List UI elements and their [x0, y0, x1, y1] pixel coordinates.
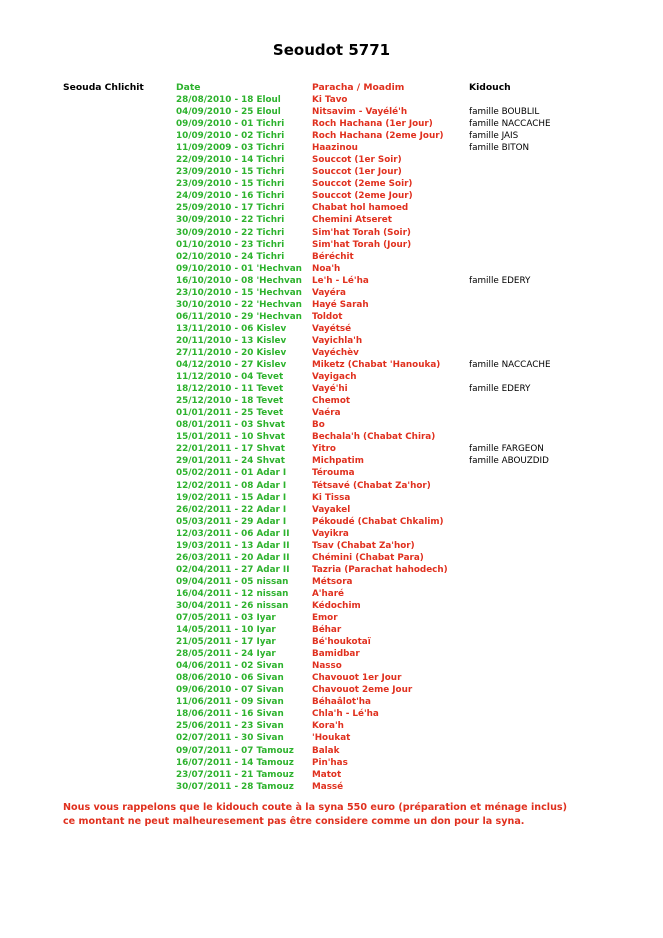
- header-seouda-chlichit: Seouda Chlichit: [63, 82, 144, 93]
- row-paracha: Souccot (1er Jour): [312, 167, 402, 178]
- row-date: 09/06/2010 - 07 Sivan: [176, 685, 284, 696]
- table-row: [0, 323, 663, 335]
- table-row: [0, 576, 663, 588]
- table-row: [0, 708, 663, 720]
- row-date: 22/01/2011 - 17 Shvat: [176, 444, 285, 455]
- notice-line-1: Nous vous rappelons que le kidouch coute à la syna 550 euro (préparation et ménage inclus): [63, 802, 567, 813]
- row-paracha: Michpatim: [312, 456, 364, 467]
- row-paracha: Chemot: [312, 396, 351, 407]
- table-row: [0, 660, 663, 672]
- row-paracha: A'haré: [312, 588, 345, 599]
- row-paracha: Noa'h: [312, 263, 341, 274]
- row-date: 11/06/2011 - 09 Sivan: [176, 697, 284, 708]
- row-date: 16/07/2011 - 14 Tamouz: [176, 757, 294, 768]
- table-row: [0, 202, 663, 214]
- row-date: 25/09/2010 - 17 Tichri: [176, 203, 285, 214]
- table-row: [0, 287, 663, 299]
- row-paracha: Béhaâlot'ha: [312, 697, 371, 708]
- row-date: 01/10/2010 - 23 Tichri: [176, 239, 285, 250]
- row-paracha: Matot: [312, 769, 342, 780]
- table-row: [0, 275, 663, 287]
- row-date: 18/06/2011 - 16 Sivan: [176, 709, 284, 720]
- row-paracha: Nitsavim - Vayélé'h: [312, 107, 408, 118]
- table-row: [0, 431, 663, 443]
- row-date: 23/09/2010 - 15 Tichri: [176, 167, 285, 178]
- kidouch-notice: [63, 801, 623, 829]
- row-date: 13/11/2010 - 06 Kislev: [176, 323, 287, 334]
- row-paracha: Bo: [312, 420, 325, 431]
- table-row: [0, 528, 663, 540]
- table-row: [0, 672, 663, 684]
- row-date: 02/07/2011 - 30 Sivan: [176, 733, 284, 744]
- row-paracha: Ki Tissa: [312, 492, 351, 503]
- row-date: 09/04/2011 - 05 nissan: [176, 576, 289, 587]
- row-paracha: Souccot (2eme Jour): [312, 191, 413, 202]
- row-date: 29/01/2011 - 24 Shvat: [176, 456, 285, 467]
- row-date: 26/02/2011 - 22 Adar I: [176, 504, 287, 515]
- row-kidouch: famille BOUBLIL: [469, 107, 540, 118]
- table-row: [0, 383, 663, 395]
- row-date: 05/03/2011 - 29 Adar I: [176, 516, 287, 527]
- header-kidouch: Kidouch: [469, 82, 511, 93]
- row-kidouch: famille NACCACHE: [469, 119, 551, 130]
- row-date: 30/07/2011 - 28 Tamouz: [176, 781, 294, 792]
- table-row: [0, 395, 663, 407]
- row-paracha: Chémini (Chabat Para): [312, 552, 424, 563]
- row-paracha: Chavouot 2eme Jour: [312, 685, 413, 696]
- row-paracha: Toldot: [312, 311, 343, 322]
- table-row: [0, 624, 663, 636]
- row-kidouch: famille ABOUZDID: [469, 456, 549, 467]
- notice-line-2: ce montant ne peut malheuresement pas être considere comme un don pour la syna.: [63, 816, 525, 827]
- row-paracha: Emor: [312, 613, 338, 624]
- table-row: [0, 480, 663, 492]
- row-paracha: Roch Hachana (2eme Jour): [312, 131, 444, 142]
- table-row: [0, 612, 663, 624]
- row-date: 08/01/2011 - 03 Shvat: [176, 420, 285, 431]
- row-date: 04/06/2011 - 02 Sivan: [176, 661, 284, 672]
- row-date: 26/03/2011 - 20 Adar II: [176, 552, 290, 563]
- row-date: 07/05/2011 - 03 Iyar: [176, 613, 276, 624]
- row-paracha: Haazinou: [312, 143, 358, 154]
- table-row: [0, 552, 663, 564]
- row-date: 20/11/2010 - 13 Kislev: [176, 335, 287, 346]
- row-kidouch: famille EDERY: [469, 275, 531, 286]
- row-date: 01/01/2011 - 25 Tevet: [176, 408, 284, 419]
- row-date: 14/05/2011 - 10 Iyar: [176, 625, 276, 636]
- row-date: 05/02/2011 - 01 Adar I: [176, 468, 287, 479]
- row-date: 15/01/2011 - 10 Shvat: [176, 432, 285, 443]
- row-date: 28/08/2010 - 18 Eloul: [176, 95, 281, 105]
- table-row: [0, 467, 663, 479]
- table-row: [0, 371, 663, 383]
- table-row: [0, 407, 663, 419]
- table-row: [0, 443, 663, 455]
- table-row: [0, 130, 663, 142]
- row-paracha: Pin'has: [312, 757, 348, 768]
- row-paracha: Métsora: [312, 576, 353, 587]
- table-row: [0, 227, 663, 239]
- row-paracha: Souccot (1er Soir): [312, 155, 402, 166]
- row-paracha: Térouma: [312, 468, 355, 479]
- table-row: [0, 564, 663, 576]
- row-paracha: Hayé Sarah: [312, 299, 369, 310]
- row-paracha: Vayichla'h: [312, 335, 363, 346]
- table-row: [0, 745, 663, 757]
- row-paracha: Massé: [312, 781, 344, 792]
- table-row: [0, 106, 663, 118]
- row-date: 12/03/2011 - 06 Adar II: [176, 528, 290, 539]
- table-row: [0, 757, 663, 769]
- row-date: 24/09/2010 - 16 Tichri: [176, 191, 285, 202]
- row-paracha: Sim'hat Torah (Jour): [312, 239, 412, 250]
- table-row: [0, 720, 663, 732]
- row-date: 09/09/2010 - 01 Tichri: [176, 119, 285, 130]
- row-paracha: Vayigach: [312, 372, 357, 383]
- header-date: Date: [176, 82, 201, 93]
- row-paracha: Ki Tavo: [312, 95, 348, 105]
- row-date: 21/05/2011 - 17 Iyar: [176, 637, 276, 648]
- table-row: [0, 732, 663, 744]
- row-paracha: Le'h - Lé'ha: [312, 275, 369, 286]
- row-paracha: Pékoudé (Chabat Chkalim): [312, 516, 444, 527]
- row-date: 09/07/2011 - 07 Tamouz: [176, 745, 294, 756]
- table-row: [0, 684, 663, 696]
- row-kidouch: famille EDERY: [469, 384, 531, 395]
- row-date: 09/10/2010 - 01 'Hechvan: [176, 263, 302, 274]
- table-row: [0, 118, 663, 130]
- row-kidouch: famille NACCACHE: [469, 360, 551, 371]
- row-paracha: Tazria (Parachat hahodech): [312, 564, 448, 575]
- row-paracha: Kédochim: [312, 600, 361, 611]
- row-date: 02/10/2010 - 24 Tichri: [176, 251, 285, 262]
- row-paracha: Chla'h - Lé'ha: [312, 709, 379, 720]
- row-date: 18/12/2010 - 11 Tevet: [176, 384, 284, 395]
- row-kidouch: famille BITON: [469, 143, 530, 154]
- table-row: [0, 588, 663, 600]
- table-row: [0, 335, 663, 347]
- table-row: [0, 311, 663, 323]
- row-paracha: Yitro: [312, 444, 336, 455]
- row-date: 23/07/2011 - 21 Tamouz: [176, 769, 294, 780]
- table-row: [0, 166, 663, 178]
- row-date: 25/06/2011 - 23 Sivan: [176, 721, 284, 732]
- row-paracha: Chabat hol hamoed: [312, 203, 409, 214]
- row-paracha: Vayéra: [312, 287, 346, 298]
- table-row: [0, 696, 663, 708]
- row-paracha: Vaéra: [312, 408, 341, 419]
- page-title: Seoudot 5771: [272, 41, 391, 59]
- row-date: 06/11/2010 - 29 'Hechvan: [176, 311, 302, 322]
- row-date: 16/04/2011 - 12 nissan: [176, 588, 289, 599]
- row-paracha: Vayétsé: [312, 323, 352, 334]
- row-date: 11/12/2010 - 04 Tevet: [176, 372, 284, 383]
- row-date: 22/09/2010 - 14 Tichri: [176, 155, 285, 166]
- row-paracha: Kora'h: [312, 721, 344, 732]
- table-row: [0, 600, 663, 612]
- table-row: [0, 419, 663, 431]
- row-date: 19/02/2011 - 15 Adar I: [176, 492, 287, 503]
- header-paracha: Paracha / Moadim: [312, 82, 405, 93]
- row-paracha: Sim'hat Torah (Soir): [312, 227, 411, 238]
- row-paracha: Balak: [312, 745, 340, 756]
- table-row: [0, 359, 663, 371]
- table-row: [0, 142, 663, 154]
- table-row: [0, 214, 663, 226]
- row-paracha: Chemini Atseret: [312, 215, 392, 226]
- row-date: 11/09/2009 - 03 Tichri: [176, 143, 285, 154]
- row-paracha: Bé'houkotaï: [312, 637, 371, 648]
- row-paracha: Béhar: [312, 625, 342, 636]
- table-row: [0, 251, 663, 263]
- row-date: 12/02/2011 - 08 Adar I: [176, 480, 287, 491]
- table-row: [0, 263, 663, 275]
- table-row: [0, 347, 663, 359]
- row-paracha: Béréchit: [312, 251, 354, 262]
- row-paracha: Bamidbar: [312, 649, 360, 660]
- row-paracha: 'Houkat: [312, 733, 351, 744]
- row-kidouch: famille JAIS: [469, 131, 519, 142]
- row-paracha: Miketz (Chabat 'Hanouka): [312, 360, 441, 371]
- row-date: 23/10/2010 - 15 'Hechvan: [176, 287, 302, 298]
- table-row: [0, 540, 663, 552]
- row-paracha: Nasso: [312, 661, 342, 672]
- row-date: 02/04/2011 - 27 Adar II: [176, 564, 290, 575]
- table-row: [0, 504, 663, 516]
- row-date: 10/09/2010 - 02 Tichri: [176, 131, 285, 142]
- row-date: 16/10/2010 - 08 'Hechvan: [176, 275, 302, 286]
- row-date: 30/10/2010 - 22 'Hechvan: [176, 299, 302, 310]
- table-row: [0, 516, 663, 528]
- row-paracha: Souccot (2eme Soir): [312, 179, 413, 190]
- table-row: [0, 239, 663, 251]
- row-kidouch: famille FARGEON: [469, 444, 544, 455]
- table-row: [0, 492, 663, 504]
- table-row: [0, 781, 663, 793]
- table-row: [0, 178, 663, 190]
- row-date: 19/03/2011 - 13 Adar II: [176, 540, 290, 551]
- row-date: 23/09/2010 - 15 Tichri: [176, 179, 285, 190]
- row-paracha: Vayé'hi: [312, 384, 348, 395]
- row-date: 30/04/2011 - 26 nissan: [176, 600, 289, 611]
- row-date: 04/09/2010 - 25 Eloul: [176, 107, 281, 118]
- row-paracha: Roch Hachana (1er Jour): [312, 119, 433, 130]
- row-paracha: Bechala'h (Chabat Chira): [312, 432, 436, 443]
- row-date: 25/12/2010 - 18 Tevet: [176, 396, 284, 407]
- row-date: 27/11/2010 - 20 Kislev: [176, 347, 287, 358]
- table-row: [0, 154, 663, 166]
- table-row: [0, 636, 663, 648]
- schedule-table: [0, 94, 663, 793]
- row-date: 30/09/2010 - 22 Tichri: [176, 215, 285, 226]
- row-date: 08/06/2010 - 06 Sivan: [176, 673, 284, 684]
- row-date: 04/12/2010 - 27 Kislev: [176, 360, 287, 371]
- row-date: 30/09/2010 - 22 Tichri: [176, 227, 285, 238]
- table-row: [0, 455, 663, 467]
- row-paracha: Tsav (Chabat Za'hor): [312, 540, 415, 551]
- row-paracha: Chavouot 1er Jour: [312, 673, 402, 684]
- row-paracha: Vayikra: [312, 528, 349, 539]
- row-date: 28/05/2011 - 24 Iyar: [176, 649, 276, 660]
- table-row: [0, 769, 663, 781]
- row-paracha: Vayéchèv: [312, 347, 359, 358]
- table-row: [0, 94, 663, 106]
- row-paracha: Vayakel: [312, 504, 351, 515]
- row-paracha: Tétsavé (Chabat Za'hor): [312, 480, 431, 491]
- table-row: [0, 299, 663, 311]
- table-row: [0, 648, 663, 660]
- table-row: [0, 190, 663, 202]
